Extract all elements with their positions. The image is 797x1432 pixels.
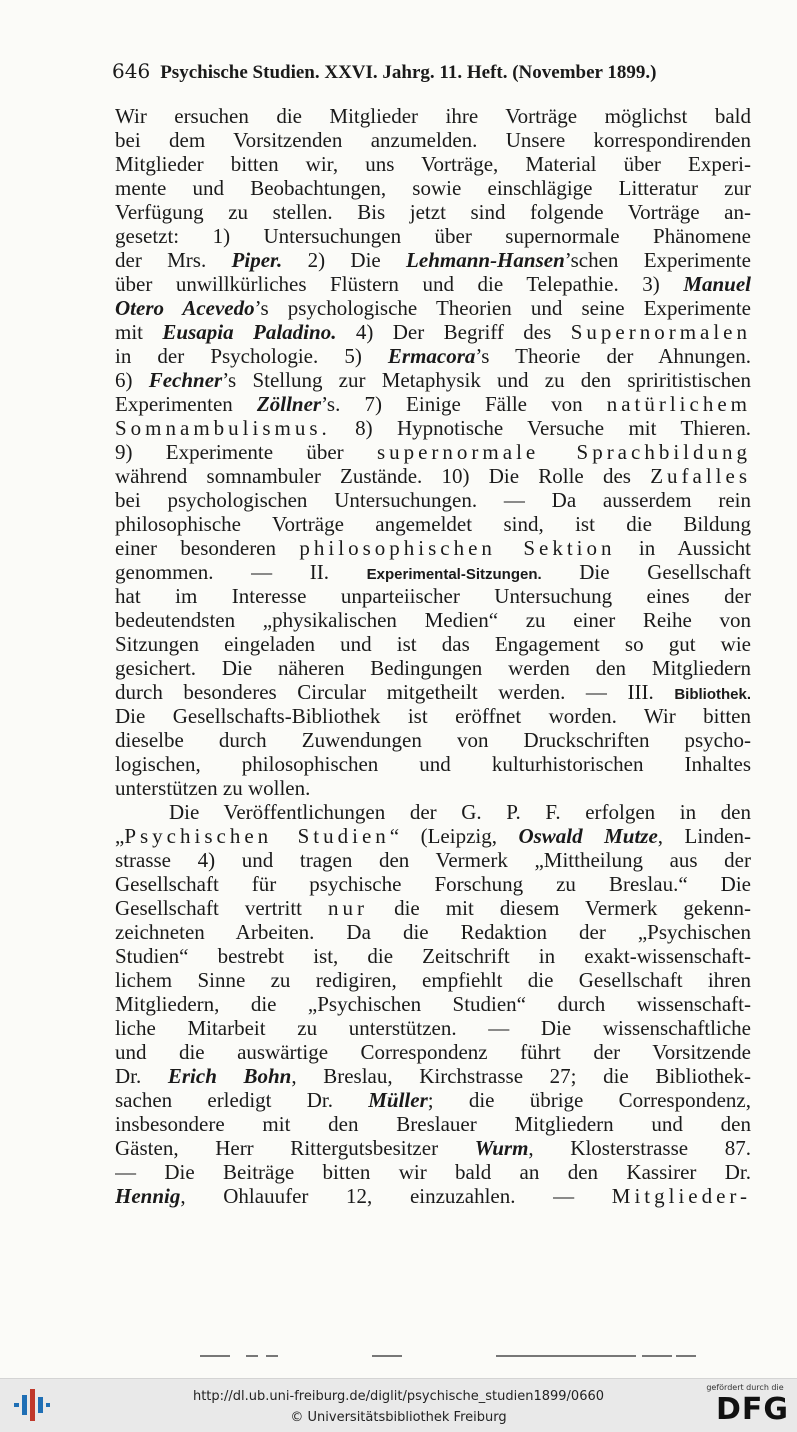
text-segment: , Ohlauufer 12, einzuzahlen. — <box>180 1184 612 1208</box>
text-line <box>115 512 751 536</box>
text-line <box>115 776 751 800</box>
text-segment: — Die Beiträge bitten wir bald an den Kassirer Dr. <box>115 1160 751 1184</box>
text-segment: genommen. — II. <box>115 560 367 584</box>
text-line <box>115 728 751 752</box>
text-segment: ’s Stellung zur Metaphysik und zu den spriritistischen <box>222 368 751 392</box>
funding-note: gefördert durch die <box>706 1383 784 1392</box>
text-line <box>115 992 751 1016</box>
text-segment: Zufalles <box>650 464 751 488</box>
document-url[interactable]: http://dl.ub.uni-freiburg.de/diglit/psychische_studien1899/0660 <box>192 1389 605 1404</box>
text-line <box>115 1136 751 1160</box>
dfg-logo: DFG <box>715 1392 789 1427</box>
text-segment: in Aussicht <box>615 536 751 560</box>
text-segment: mente und Beobachtungen, sowie einschlägige Litteratur zur <box>115 176 751 200</box>
text-segment: Otero Acevedo <box>115 296 255 320</box>
text-segment: “ (Leipzig, <box>389 824 519 848</box>
printer-marks <box>200 1355 700 1359</box>
text-segment: 9) Experimente über <box>115 440 377 464</box>
text-segment: während somnambuler Zustände. 10) Die Rolle des <box>115 464 651 488</box>
text-segment: Mitglieder- <box>611 1184 751 1208</box>
text-segment: Bibliothek. <box>674 686 751 703</box>
text-line <box>115 1040 751 1064</box>
text-segment: einer besonderen <box>115 536 300 560</box>
text-segment: logischen, philosophischen und kulturhistorischen Inhaltes <box>115 752 751 776</box>
text-line <box>115 656 751 680</box>
text-segment: Supernormalen <box>570 320 751 344</box>
text-segment: Mitglieder bitten wir, uns Vorträge, Material über Experi- <box>115 152 751 176</box>
text-segment: Hennig <box>115 1184 181 1208</box>
text-line <box>115 104 751 128</box>
text-segment: Gesellschaft für psychische Forschung zu Breslau.“ Die <box>115 872 751 896</box>
text-segment: philosophischen Sektion <box>299 536 616 560</box>
text-segment: sachen erledigt Dr. <box>115 1088 369 1112</box>
text-line <box>115 536 751 560</box>
page-number: 646 <box>112 59 151 83</box>
text-line <box>115 968 751 992</box>
text-segment: insbesondere mit den Breslauer Mitgliedern und den <box>115 1112 751 1136</box>
text-line <box>115 824 751 848</box>
text-segment: dieselbe durch Zuwendungen von Druckschriften psycho- <box>115 728 751 752</box>
text-segment: über unwillkürliches Flüstern und die Telepathie. 3) <box>115 272 684 296</box>
text-line <box>115 176 751 200</box>
text-segment: supernormale Sprachbildung <box>376 440 751 464</box>
text-segment: natürlichem <box>606 392 751 416</box>
text-line <box>115 680 751 704</box>
text-line <box>115 488 751 512</box>
text-line <box>115 632 751 656</box>
text-segment: Eusapia Paladino. <box>162 320 337 344</box>
text-segment: philosophische Vorträge angemeldet sind, ist die Bildung <box>115 512 751 536</box>
text-segment: Fechner <box>148 368 223 392</box>
text-line <box>115 464 751 488</box>
text-line <box>115 752 751 776</box>
text-segment: ’s. 7) Einige Fälle von <box>321 392 607 416</box>
text-segment: Die Gesellschaft <box>541 560 751 584</box>
body-text <box>115 104 751 1208</box>
text-segment: gesichert. Die näheren Bedingungen werden den Mitgliedern <box>115 656 751 680</box>
text-segment: Experimenten <box>115 392 257 416</box>
text-segment: Oswald Mutze <box>518 824 658 848</box>
text-segment: „ <box>115 824 125 848</box>
text-segment: , Breslau, Kirchstrasse 27; die Bibliothek- <box>291 1064 751 1088</box>
text-segment: Müller <box>368 1088 428 1112</box>
text-segment: bei dem Vorsitzenden anzumelden. Unsere korrespondirenden <box>115 128 751 152</box>
text-line <box>115 608 751 632</box>
viewer-footer <box>0 1378 797 1432</box>
text-segment: 4) Der Begriff des <box>336 320 571 344</box>
text-segment: Mitgliedern, die „Psychischen Studien“ durch wissenschaft- <box>115 992 751 1016</box>
text-segment: zeichneten Arbeiten. Da die Redaktion der „Psychischen <box>115 920 751 944</box>
text-line <box>115 896 751 920</box>
text-segment: gesetzt: 1) Untersuchungen über supernormale Phänomene <box>115 224 751 248</box>
text-segment: Zöllner <box>256 392 322 416</box>
text-line <box>115 1160 751 1184</box>
text-line <box>115 128 751 152</box>
text-segment: in der Psychologie. 5) <box>115 344 388 368</box>
text-segment: liche Mitarbeit zu unterstützen. — Die wissenschaftliche <box>115 1016 751 1040</box>
text-segment: unterstützen zu wollen. <box>115 776 311 800</box>
text-line <box>115 224 751 248</box>
text-segment: der Mrs. <box>115 248 232 272</box>
text-line <box>115 584 751 608</box>
text-segment: Gesellschaft vertritt <box>115 896 329 920</box>
running-title: Psychische Studien. XXVI. Jahrg. 11. Heft. (November 1899.) <box>160 62 657 83</box>
text-segment: nur <box>328 896 369 920</box>
text-line <box>115 1184 751 1208</box>
text-segment: Dr. <box>115 1064 168 1088</box>
text-segment: 2) Die <box>282 248 407 272</box>
text-segment: ’schen Experimente <box>564 248 751 272</box>
text-line <box>115 368 751 392</box>
text-segment: mit <box>115 320 163 344</box>
text-segment: Manuel <box>683 272 751 296</box>
text-segment: ’s Theorie der Ahnungen. <box>475 344 751 368</box>
text-segment: Piper. <box>231 248 283 272</box>
text-line <box>115 944 751 968</box>
text-segment: 6) <box>115 368 149 392</box>
text-line <box>115 704 751 728</box>
text-segment: und die auswärtige Correspondenz führt der Vorsitzende <box>115 1040 751 1064</box>
text-segment: durch besonderes Circular mitgetheilt werden. — III. <box>115 680 675 704</box>
text-line <box>115 440 751 464</box>
text-line <box>115 392 751 416</box>
text-line <box>115 920 751 944</box>
text-segment: Die Gesellschafts-Bibliothek ist eröffnet worden. Wir bitten <box>115 704 751 728</box>
text-segment: , Klosterstrasse 87. <box>528 1136 751 1160</box>
text-segment: , Linden- <box>657 824 751 848</box>
running-header <box>112 58 752 86</box>
text-line <box>115 560 751 584</box>
text-segment: ’s psychologische Theorien und seine Experimente <box>254 296 751 320</box>
text-segment: Lehmann-Hansen <box>406 248 565 272</box>
text-line <box>115 200 751 224</box>
text-line <box>115 272 751 296</box>
text-segment: Gästen, Herr Rittergutsbesitzer <box>115 1136 475 1160</box>
text-segment: bei psychologischen Untersuchungen. — Da ausserdem rein <box>115 488 751 512</box>
text-segment: Wir ersuchen die Mitglieder ihre Vorträge möglichst bald <box>115 104 751 128</box>
text-segment: Somnambulismus. <box>115 416 331 440</box>
text-line <box>115 1064 751 1088</box>
text-segment: strasse 4) und tragen den Vermerk „Mittheilung aus der <box>115 848 751 872</box>
text-line <box>115 1112 751 1136</box>
text-segment: Studien“ bestrebt ist, die Zeitschrift in exakt-wissenschaft- <box>115 944 751 968</box>
text-line <box>115 248 751 272</box>
text-segment: lichem Sinne zu redigiren, empfiehlt die Gesellschaft ihren <box>115 968 751 992</box>
text-line <box>115 416 751 440</box>
text-line <box>115 344 751 368</box>
text-segment: Verfügung zu stellen. Bis jetzt sind folgende Vorträge an- <box>115 200 751 224</box>
text-line <box>115 872 751 896</box>
text-line <box>115 152 751 176</box>
text-line <box>115 320 751 344</box>
text-segment: Experimental-Sitzungen. <box>366 566 542 583</box>
text-segment: Sitzungen eingeladen und ist das Engagement so gut wie <box>115 632 751 656</box>
text-segment: die mit diesem Vermerk gekenn- <box>368 896 751 920</box>
text-line <box>115 848 751 872</box>
text-segment: Die Veröffentlichungen der G. P. F. erfolgen in den <box>169 800 751 824</box>
text-segment: Ermacora <box>387 344 476 368</box>
copyright-notice: © Universitätsbibliothek Freiburg <box>290 1410 507 1425</box>
text-line <box>115 296 751 320</box>
text-line <box>115 1088 751 1112</box>
text-segment: 8) Hypnotische Versuche mit Thieren. <box>330 416 751 440</box>
text-segment: Wurm <box>474 1136 529 1160</box>
text-line <box>115 1016 751 1040</box>
text-line <box>115 800 751 824</box>
text-segment: bedeutendsten „physikalischen Medien“ zu einer Reihe von <box>115 608 751 632</box>
text-segment: hat im Interesse unparteiischer Untersuchung eines der <box>115 584 751 608</box>
text-segment: ; die übrige Correspondenz, <box>427 1088 751 1112</box>
text-segment: Psychischen Studien <box>124 824 390 848</box>
text-segment: Erich Bohn <box>167 1064 292 1088</box>
